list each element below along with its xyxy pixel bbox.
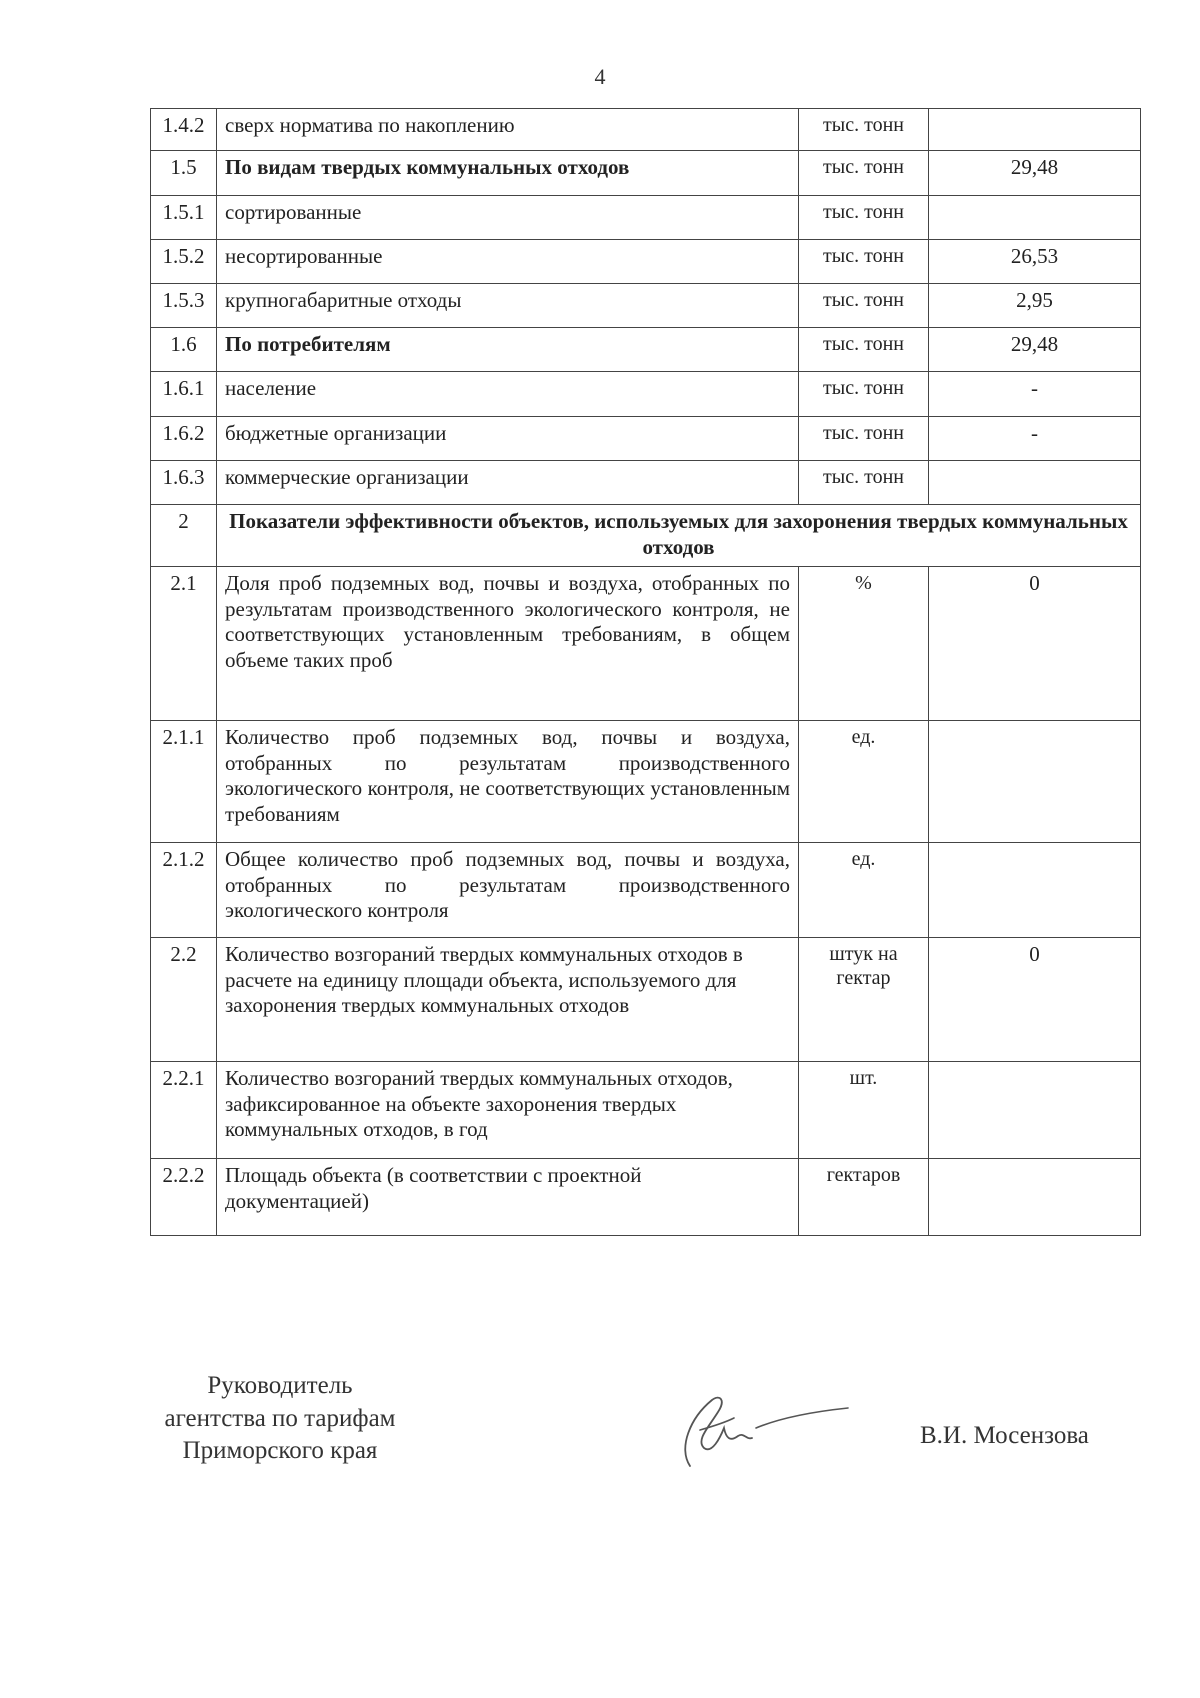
section-header-row: [151, 505, 1141, 567]
row-name: Общее количество проб подземных вод, почвы и воздуха, отобранных по результатам производственного экологического контроля: [217, 843, 799, 938]
row-unit: шт.: [799, 1062, 929, 1159]
row-name: несортированные: [217, 240, 799, 284]
row-number: 2.1.2: [151, 843, 217, 938]
row-unit: тыс. тонн: [799, 240, 929, 284]
table-row: [151, 843, 1141, 938]
table-row: [151, 328, 1141, 372]
table-row: [151, 721, 1141, 843]
section-title: Показатели эффективности объектов, используемых для захоронения твердых коммунальных отходов: [217, 505, 1141, 567]
row-unit: тыс. тонн: [799, 196, 929, 240]
table-row: [151, 938, 1141, 1062]
row-value: [929, 721, 1141, 843]
row-name: сверх норматива по накоплению: [217, 109, 799, 151]
row-value: [929, 461, 1141, 505]
row-value: 0: [929, 567, 1141, 721]
row-unit: тыс. тонн: [799, 151, 929, 196]
row-unit: ед.: [799, 843, 929, 938]
row-value: [929, 109, 1141, 151]
table-row: [151, 372, 1141, 417]
row-unit: ед.: [799, 721, 929, 843]
row-number: 1.4.2: [151, 109, 217, 151]
signatory-title-line: Руководитель: [207, 1372, 353, 1399]
row-number: 1.6.1: [151, 372, 217, 417]
row-value: 29,48: [929, 151, 1141, 196]
row-name: бюджетные организации: [217, 417, 799, 461]
signatory-title: [140, 1370, 420, 1468]
row-name: Количество возгораний твердых коммунальных отходов в расчете на единицу площади объекта, используемого для захоронения твердых коммунальных отходов: [217, 938, 799, 1062]
table-row: [151, 196, 1141, 240]
table-row: [151, 1159, 1141, 1236]
section-number: 2: [151, 505, 217, 567]
row-number: 1.5.2: [151, 240, 217, 284]
row-unit: штук на гектар: [799, 938, 929, 1062]
row-number: 1.6.2: [151, 417, 217, 461]
row-number: 1.5: [151, 151, 217, 196]
page-number: 4: [594, 64, 606, 89]
row-unit: тыс. тонн: [799, 284, 929, 328]
row-number: 1.6.3: [151, 461, 217, 505]
row-number: 1.5.1: [151, 196, 217, 240]
row-name: крупногабаритные отходы: [217, 284, 799, 328]
row-unit: тыс. тонн: [799, 328, 929, 372]
signatory-title-line: агентства по тарифам: [164, 1404, 396, 1432]
row-number: 2.1.1: [151, 721, 217, 843]
row-unit: тыс. тонн: [799, 109, 929, 151]
row-number: 2.2.2: [151, 1159, 217, 1236]
row-value: [929, 1159, 1141, 1236]
row-unit: тыс. тонн: [799, 417, 929, 461]
table-row: [151, 417, 1141, 461]
row-name: население: [217, 372, 799, 417]
table-row: [151, 240, 1141, 284]
row-name: Доля проб подземных вод, почвы и воздуха, отобранных по результатам производственного экологического контроля, не соответствующих установленным требованиям, в общем объеме таких проб: [217, 567, 799, 721]
table-row: [151, 151, 1141, 196]
row-name: Количество проб подземных вод, почвы и воздуха, отобранных по результатам производственного экологического контроля, не соответствующих установленным требованиям: [217, 721, 799, 843]
signer-name: В.И. Мосензова: [920, 1422, 1089, 1449]
row-value: 29,48: [929, 328, 1141, 372]
table-row: [151, 461, 1141, 505]
row-number: 2.1: [151, 567, 217, 721]
row-unit: тыс. тонн: [799, 372, 929, 417]
row-value: [929, 1062, 1141, 1159]
row-name: Площадь объекта (в соответствии с проектной документацией): [217, 1159, 799, 1236]
row-value: 26,53: [929, 240, 1141, 284]
row-name: По видам твердых коммунальных отходов: [217, 151, 799, 196]
row-value: 0: [929, 938, 1141, 1062]
row-unit: гектаров: [799, 1159, 929, 1236]
row-number: 2.2: [151, 938, 217, 1062]
table-row: [151, 1062, 1141, 1159]
row-name: Количество возгораний твердых коммунальных отходов, зафиксированное на объекте захоронения твердых коммунальных отходов, в год: [217, 1062, 799, 1159]
signatory-title-line: Приморского края: [182, 1437, 378, 1464]
row-value: [929, 196, 1141, 240]
row-unit: тыс. тонн: [799, 461, 929, 505]
row-number: 2.2.1: [151, 1062, 217, 1159]
row-value: [929, 843, 1141, 938]
row-name: сортированные: [217, 196, 799, 240]
row-number: 1.5.3: [151, 284, 217, 328]
row-number: 1.6: [151, 328, 217, 372]
table-row: [151, 567, 1141, 721]
row-value: -: [929, 372, 1141, 417]
row-name: коммерческие организации: [217, 461, 799, 505]
row-unit: %: [799, 567, 929, 721]
row-name: По потребителям: [217, 328, 799, 372]
row-value: 2,95: [929, 284, 1141, 328]
row-value: -: [929, 417, 1141, 461]
handwritten-signature: [660, 1378, 860, 1478]
table-row: [151, 109, 1141, 151]
indicators-table: [150, 108, 1141, 1236]
table-row: [151, 284, 1141, 328]
